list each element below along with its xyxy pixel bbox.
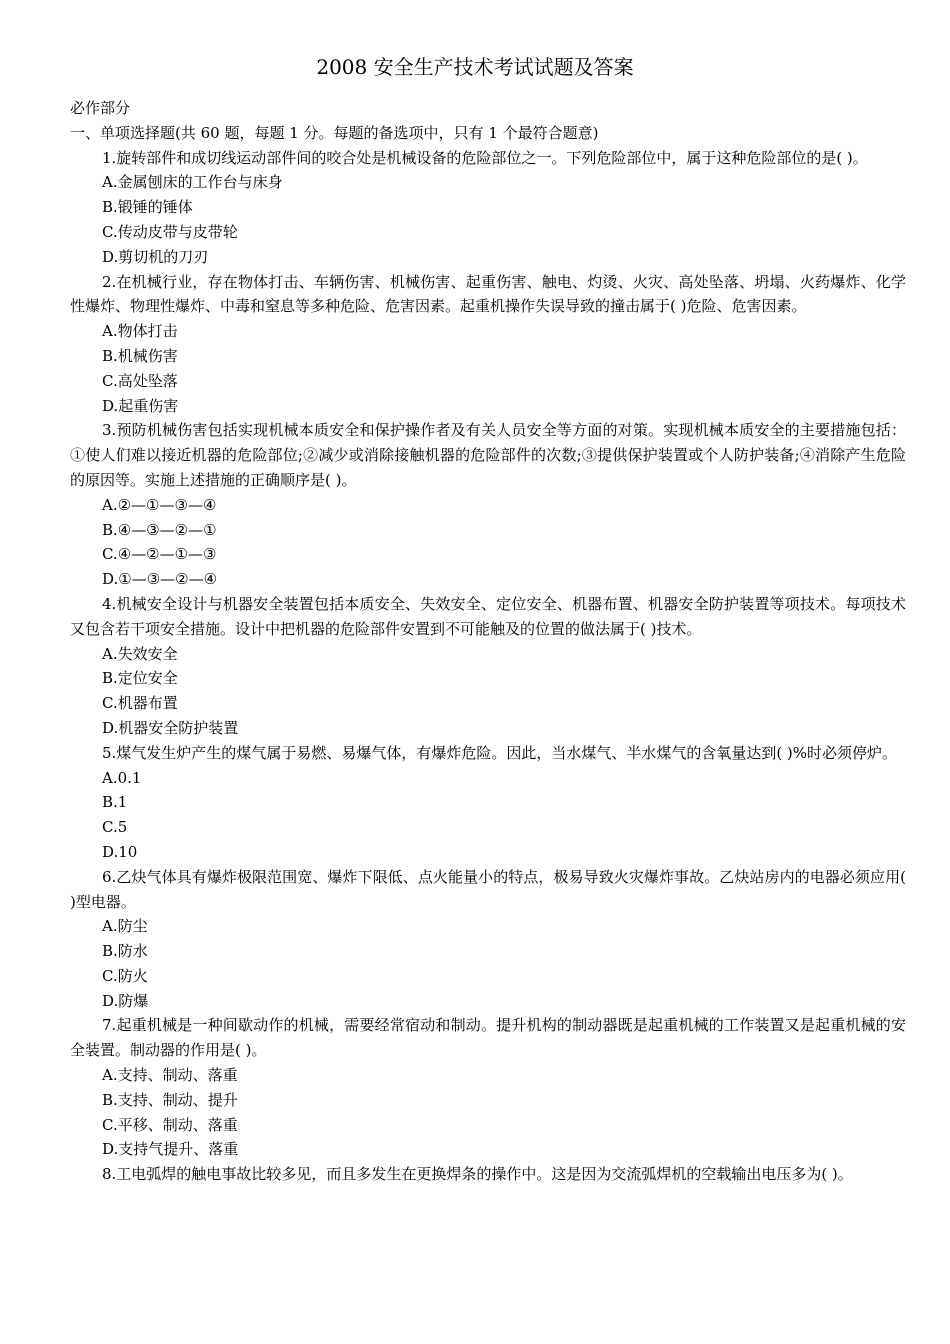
option-c: C.防火 xyxy=(102,966,148,985)
question-2 xyxy=(70,270,906,419)
option-c: C.5 xyxy=(102,818,128,837)
document-body xyxy=(70,96,906,1187)
option-c: C.机器布置 xyxy=(102,694,178,713)
question-7 xyxy=(70,1013,906,1162)
question-3 xyxy=(70,418,906,592)
question-stem: 6.乙炔气体具有爆炸极限范围宽、爆炸下限低、点火能量小的特点，极易导致火灾爆炸事故。乙炔站房内的电器必须应用( )型电器。 xyxy=(70,867,906,911)
question-1 xyxy=(70,146,906,270)
option-c: C.④—②—①—③ xyxy=(102,545,217,564)
question-stem: 5.煤气发生炉产生的煤气属于易燃、易爆气体，有爆炸危险。因此，当水煤气、半水煤气的含氧量达到( )%时必须停炉。 xyxy=(102,743,898,762)
option-d: D.剪切机的刀刃 xyxy=(102,247,209,266)
document-title: 2008 安全生产技术考试试题及答案 xyxy=(316,55,634,79)
option-b: B.锻锤的锤体 xyxy=(102,198,193,217)
option-b: B.1 xyxy=(102,793,128,812)
option-b: B.防水 xyxy=(102,942,148,961)
option-c: C.传动皮带与皮带轮 xyxy=(102,222,238,241)
question-stem: 8.工电弧焊的触电事故比较多见，而且多发生在更换焊条的操作中。这是因为交流弧焊机的空载输出电压多为( )。 xyxy=(102,1165,853,1184)
option-c: C.高处坠落 xyxy=(102,371,178,390)
option-a: A.金属刨床的工作台与床身 xyxy=(102,173,283,192)
question-4 xyxy=(70,592,906,741)
option-a: A.②—①—③—④ xyxy=(102,495,217,514)
option-c: C.平移、制动、落重 xyxy=(102,1115,238,1134)
option-d: D.起重伤害 xyxy=(102,396,179,415)
option-d: D.机器安全防护装置 xyxy=(102,718,239,737)
question-stem: 7.起重机械是一种间歇动作的机械，需要经常宿动和制动。提升机构的制动器既是起重机械的工作装置又是起重机械的安全装置。制动器的作用是( )。 xyxy=(70,1016,906,1060)
option-b: B.定位安全 xyxy=(102,669,178,688)
question-stem: 3.预防机械伤害包括实现机械本质安全和保护操作者及有关人员安全等方面的对策。实现机械本质安全的主要措施包括：①使人们难以接近机器的危险部位;②减少或消除接触机器的危险部件的次数;③提供保护装置或个人防护装备;④消除产生危险的原因等。实施上述措施的正确顺序是( )。 xyxy=(70,421,906,489)
option-a: A.失效安全 xyxy=(102,644,178,663)
option-b: B.机械伤害 xyxy=(102,346,178,365)
option-b: B.④—③—②—① xyxy=(102,520,217,539)
question-6 xyxy=(70,865,906,1014)
option-a: A.物体打击 xyxy=(102,322,178,341)
option-d: D.10 xyxy=(102,842,138,861)
option-a: A.支持、制动、落重 xyxy=(102,1066,238,1085)
option-d: D.支持气提升、落重 xyxy=(102,1140,239,1159)
option-a: A.防尘 xyxy=(102,917,148,936)
question-stem: 4.机械安全设计与机器安全装置包括本质安全、失效安全、定位安全、机器布置、机器安全防护装置等项技术。每项技术又包含若干项安全措施。设计中把机器的危险部件安置到不可能触及的位置的做法属于( )技术。 xyxy=(70,594,906,638)
section-label: 必作部分 xyxy=(70,99,131,117)
option-b: B.支持、制动、提升 xyxy=(102,1090,238,1109)
option-d: D.防爆 xyxy=(102,991,149,1010)
question-5 xyxy=(70,741,906,865)
part-heading: 一、单项选择题(共 60 题，每题 1 分。每题的备选项中，只有 1 个最符合题意) xyxy=(70,123,599,142)
option-a: A.0.1 xyxy=(102,768,142,787)
question-stem: 1.旋转部件和成切线运动部件间的咬合处是机械设备的危险部位之一。下列危险部位中，属于这种危险部位的是( )。 xyxy=(102,148,868,167)
question-stem: 2.在机械行业，存在物体打击、车辆伤害、机械伤害、起重伤害、触电、灼烫、火灾、高处坠落、坍塌、火药爆炸、化学性爆炸、物理性爆炸、中毒和窒息等多种危险、危害因素。起重机操作失误导致的撞击属于( )危险、危害因素。 xyxy=(70,272,906,316)
option-d: D.①—③—②—④ xyxy=(102,570,218,589)
question-8 xyxy=(70,1162,906,1187)
